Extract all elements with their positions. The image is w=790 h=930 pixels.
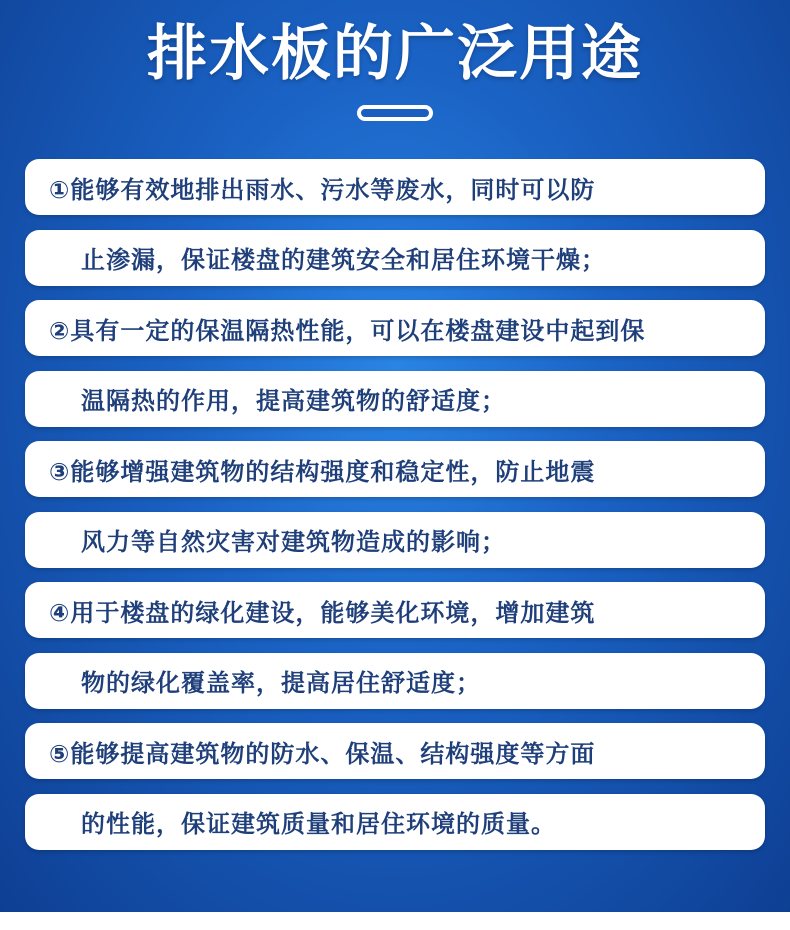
usage-line-4: 温隔热的作用，提高建筑物的舒适度； xyxy=(25,371,765,427)
usage-line-5: ③能够增强建筑物的结构强度和稳定性，防止地震 xyxy=(25,441,765,497)
usage-line-3: ②具有一定的保温隔热性能，可以在楼盘建设中起到保 xyxy=(25,300,765,356)
usage-line-6: 风力等自然灾害对建筑物造成的影响； xyxy=(25,512,765,568)
usage-list xyxy=(25,159,765,864)
usage-line-7: ④用于楼盘的绿化建设，能够美化环境，增加建筑 xyxy=(25,582,765,638)
title-underline-decoration xyxy=(357,105,433,121)
usage-line-8: 物的绿化覆盖率，提高居住舒适度； xyxy=(25,653,765,709)
usage-line-10: 的性能，保证建筑质量和居住环境的质量。 xyxy=(25,794,765,850)
usage-line-2: 止渗漏，保证楼盘的建筑安全和居住环境干燥； xyxy=(25,230,765,286)
page-title: 排水板的广泛用途 xyxy=(147,19,643,89)
title-underline-inner xyxy=(361,109,429,117)
bottom-strip xyxy=(0,912,790,930)
usage-line-1: ①能够有效地排出雨水、污水等废水，同时可以防 xyxy=(25,159,765,215)
usage-line-9: ⑤能够提高建筑物的防水、保温、结构强度等方面 xyxy=(25,723,765,779)
